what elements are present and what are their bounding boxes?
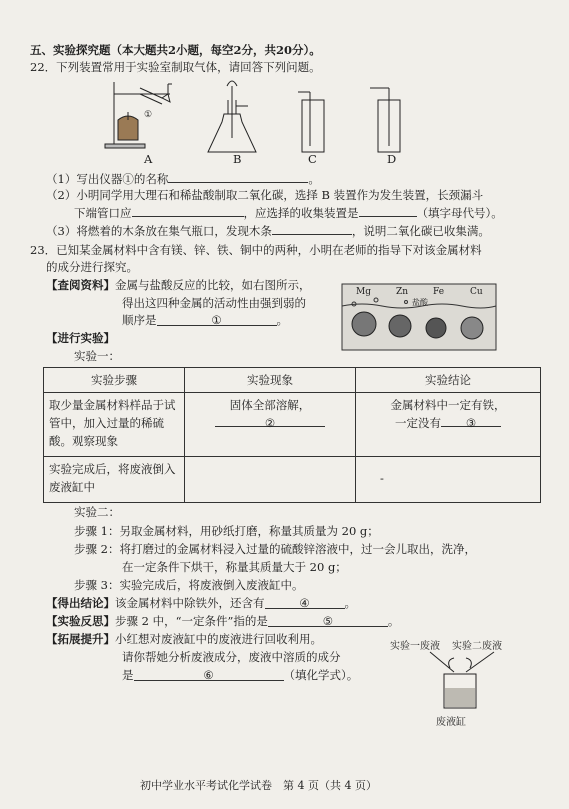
apparatus-b <box>208 81 256 152</box>
label-c: C <box>308 152 317 166</box>
step1: 步骤 1：另取金属材料，用砂纸打磨，称量其质量为 20 g； <box>74 524 379 538</box>
row1-step: 取少量金属材料样品于试管中，加入过量的稀硫酸。观察现象 <box>44 393 185 457</box>
step3: 步骤 3：实验完成后，将废液倒入废液缸中。 <box>74 578 304 592</box>
col-header-conclusion: 实验结论 <box>356 368 541 393</box>
waste-label-1: 实验一废液 <box>390 641 440 652</box>
svg-text:①: ① <box>144 110 153 120</box>
blank-6[interactable]: ⑥ <box>134 668 284 681</box>
experiment-table <box>43 367 541 503</box>
step2-line2: 在一定条件下烘干，称量其质量大于 20 g； <box>122 560 347 574</box>
row2-conclusion: - <box>356 457 541 503</box>
page-footer: 初中学业水平考试化学试卷 第 4 页（共 4 页） <box>140 779 377 792</box>
extend-line1: 【拓展提升】小红想对废液缸中的废液进行回收利用。 <box>46 632 322 646</box>
info-line3: 顺序是 ① 。 <box>122 313 288 327</box>
q23-stem-line1: 23．已知某金属材料中含有镁、锌、铁、铜中的两种，小明在老师的指导下对该金属材料 <box>30 243 482 257</box>
extend-line2: 请你帮她分析废液成分，废液中溶质的成分 <box>122 650 341 664</box>
conclusion-line: 【得出结论】该金属材料中除铁外，还含有 ④ 。 <box>46 596 356 610</box>
waste-label-2: 实验二废液 <box>452 641 502 652</box>
metal-mg: Mg <box>356 287 371 297</box>
reflect-line: 【实验反思】步骤 2 中，“一定条件”指的是 ⑤ 。 <box>46 614 400 628</box>
label-a: A <box>144 152 153 166</box>
q22-stem: 22．下列装置常用于实验室制取气体，请回答下列问题。 <box>30 60 321 74</box>
apparatus-c <box>298 92 324 152</box>
label-d: D <box>387 152 397 166</box>
proc-label: 【进行实验】 <box>46 331 115 345</box>
q22-blank-1[interactable] <box>168 170 308 183</box>
row2-step: 实验完成后，将废液倒入废液缸中 <box>44 457 185 503</box>
blank-1[interactable]: ① <box>157 313 277 326</box>
acid-label: 盐酸 <box>412 298 428 307</box>
q22-sub2-line1: （2）小明同学用大理石和稀盐酸制取二氧化碳，选择 B 装置作为发生装置，长颈漏斗 <box>46 188 484 202</box>
q22-blank-3[interactable] <box>359 204 417 217</box>
col-header-step: 实验步骤 <box>44 368 185 393</box>
step2-line1: 步骤 2：将打磨过的金属材料浸入过量的硫酸锌溶液中，过一会儿取出，洗净， <box>74 542 476 556</box>
blank-4[interactable]: ④ <box>265 596 345 609</box>
waste-jar-figure <box>410 650 520 712</box>
label-b: B <box>233 152 242 166</box>
apparatus-a <box>105 82 172 148</box>
row2-phenomenon <box>185 457 356 503</box>
apparatus-d <box>370 88 400 152</box>
q22-blank-2[interactable] <box>132 204 244 217</box>
q22-sub3: （3）将燃着的木条放在集气瓶口，发现木条 ，说明二氧化碳已收集满。 <box>46 224 490 238</box>
blank-3[interactable]: ③ <box>441 414 501 427</box>
info-line2: 得出这四种金属的活动性由强到弱的 <box>122 296 306 310</box>
metal-zn: Zn <box>396 287 409 297</box>
blank-5[interactable]: ⑤ <box>268 614 388 627</box>
q22-blank-4[interactable] <box>272 222 352 235</box>
section-title: 五、实验探究题（本大题共2小题，每空2分，共20分）。 <box>30 43 321 57</box>
extend-line3: 是 ⑥ （填化学式）。 <box>122 668 359 682</box>
q23-stem-line2: 的成分进行探究。 <box>46 260 138 274</box>
row1-phenomenon: 固体全部溶解， ② <box>185 393 356 457</box>
info-line1: 【查阅资料】金属与盐酸反应的比较，如右图所示， <box>46 278 311 292</box>
q22-sub1: （1）写出仪器①的名称 。 <box>46 172 320 186</box>
blank-2[interactable]: ② <box>215 414 325 427</box>
metal-cu: Cu <box>470 287 483 297</box>
col-header-phenomenon: 实验现象 <box>185 368 356 393</box>
q22-sub2-line2: 下端管口应 ，应选择的收集装置是 （填字母代号）。 <box>74 206 503 220</box>
exp1-label: 实验一： <box>74 349 120 363</box>
waste-jar-label: 废液缸 <box>436 717 466 728</box>
exp2-label: 实验二： <box>74 505 120 519</box>
row1-conclusion: 金属材料中一定有铁， 一定没有 ③ <box>356 393 541 457</box>
metal-fe: Fe <box>433 287 445 297</box>
